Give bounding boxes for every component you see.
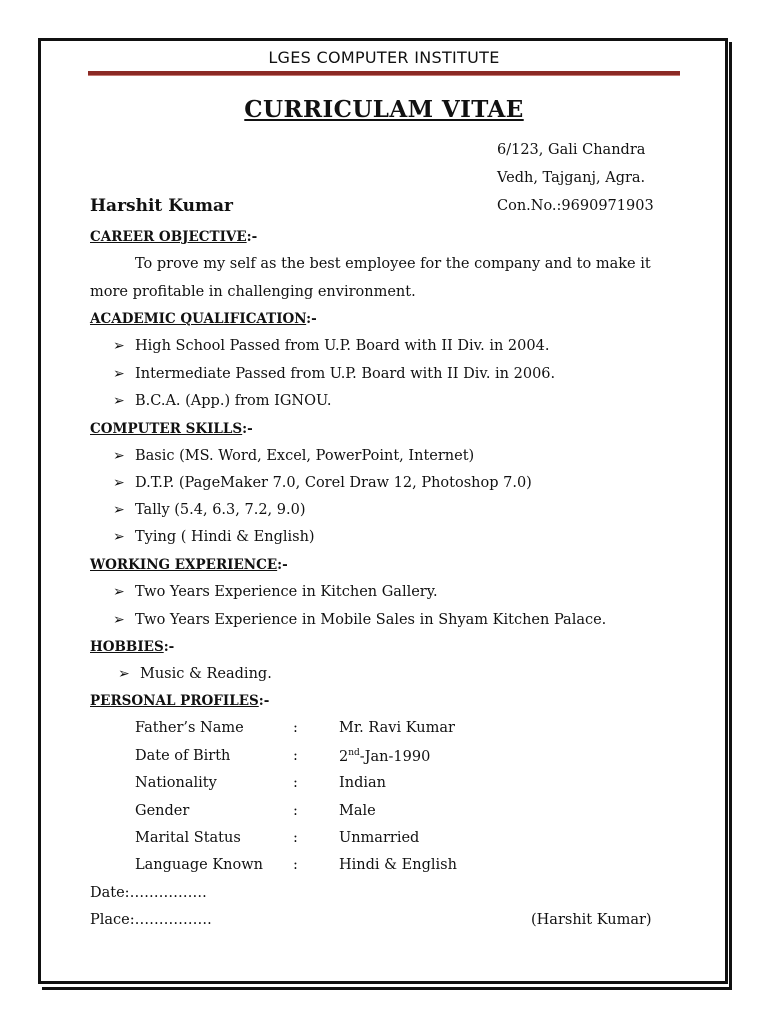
profile-label-marital-status: Marital Status (135, 830, 241, 846)
bullet-icon: ➢ (113, 366, 125, 382)
bullet-icon: ➢ (113, 584, 125, 600)
institute-name: LGES COMPUTER INSTITUTE (268, 48, 500, 67)
profile-value-date-of-birth: 2nd-Jan-1990 (339, 748, 431, 765)
experience-item: Two Years Experience in Mobile Sales in Shyam Kitchen Palace. (135, 612, 607, 628)
computer-skills-heading: COMPUTER SKILLS:- (90, 421, 253, 437)
date-field: Date:……………. (90, 885, 207, 901)
profile-colon: : (293, 803, 298, 819)
address-line-2: Vedh, Tajganj, Agra. (497, 170, 646, 186)
working-experience-heading: WORKING EXPERIENCE:- (90, 557, 288, 573)
profile-value-nationality: Indian (339, 775, 386, 791)
profile-value-language-known: Hindi & English (339, 857, 457, 873)
skill-item: Tying ( Hindi & English) (135, 529, 315, 545)
address-line-1: 6/123, Gali Chandra (497, 142, 646, 158)
contact-number: Con.No.:9690971903 (497, 198, 654, 214)
skill-item: Basic (MS. Word, Excel, PowerPoint, Internet) (135, 448, 475, 464)
bullet-icon: ➢ (113, 475, 125, 491)
career-objective-text-2: more profitable in challenging environment. (90, 284, 416, 300)
document-title: CURRICULAM VITAE (244, 96, 524, 123)
bullet-icon: ➢ (113, 338, 125, 354)
profile-colon: : (293, 775, 298, 791)
applicant-name: Harshit Kumar (90, 196, 233, 216)
profile-value-marital-status: Unmarried (339, 830, 420, 846)
hobby-item: Music & Reading. (140, 666, 272, 682)
academic-item: B.C.A. (App.) from IGNOU. (135, 393, 332, 409)
career-objective-text-1: To prove my self as the best employee for the company and to make it (135, 256, 651, 272)
academic-item: High School Passed from U.P. Board with II Div. in 2004. (135, 338, 550, 354)
header-rule (88, 71, 680, 76)
profile-value-fathers-name: Mr. Ravi Kumar (339, 720, 455, 736)
bullet-icon: ➢ (113, 448, 125, 464)
profile-label-gender: Gender (135, 803, 190, 819)
bullet-icon: ➢ (113, 502, 125, 518)
academic-heading: ACADEMIC QUALIFICATION:- (90, 311, 317, 327)
profile-colon: : (293, 857, 298, 873)
experience-item: Two Years Experience in Kitchen Gallery. (135, 584, 438, 600)
personal-profiles-heading: PERSONAL PROFILES:- (90, 693, 270, 709)
profile-colon: : (293, 830, 298, 846)
profile-colon: : (293, 720, 298, 736)
skill-item: D.T.P. (PageMaker 7.0, Corel Draw 12, Photoshop 7.0) (135, 475, 532, 491)
bullet-icon: ➢ (113, 529, 125, 545)
bullet-icon: ➢ (113, 393, 125, 409)
profile-label-nationality: Nationality (135, 775, 217, 791)
signature-name: (Harshit Kumar) (531, 912, 652, 928)
profile-value-gender: Male (339, 803, 376, 819)
profile-label-fathers-name: Father’s Name (135, 720, 244, 736)
profile-label-language-known: Language Known (135, 857, 264, 873)
bullet-icon: ➢ (118, 666, 130, 682)
bullet-icon: ➢ (113, 612, 125, 628)
skill-item: Tally (5.4, 6.3, 7.2, 9.0) (135, 502, 306, 518)
career-objective-heading: CAREER OBJECTIVE:- (90, 229, 258, 245)
place-field: Place:……………. (90, 912, 212, 928)
academic-item: Intermediate Passed from U.P. Board with II Div. in 2006. (135, 366, 556, 382)
profile-colon: : (293, 748, 298, 764)
profile-label-date-of-birth: Date of Birth (135, 748, 231, 764)
hobbies-heading: HOBBIES:- (90, 639, 175, 655)
